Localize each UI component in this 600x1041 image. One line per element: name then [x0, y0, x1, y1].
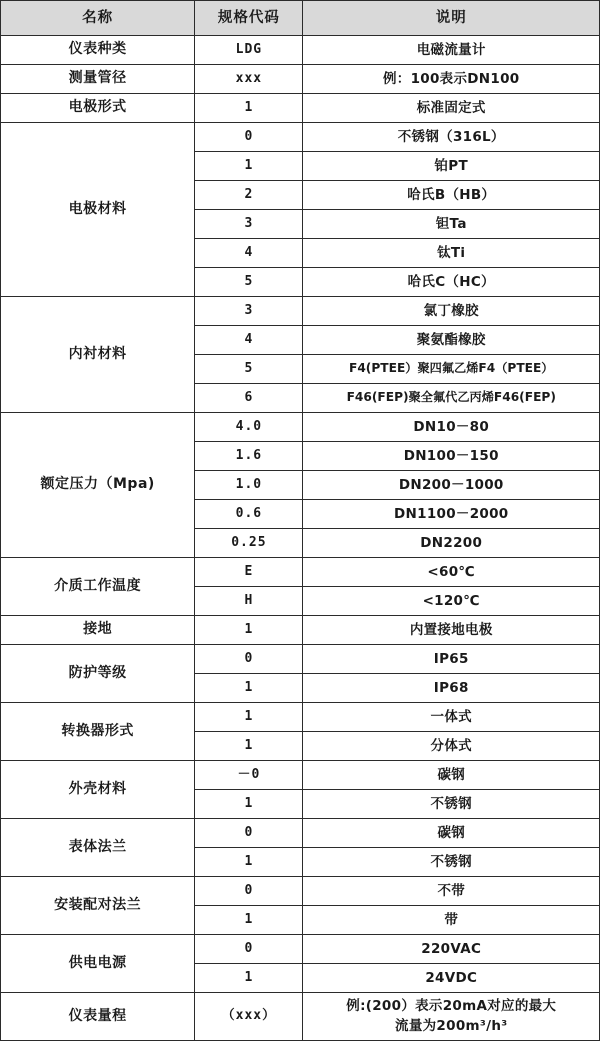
spec-description-cell: 带	[303, 906, 600, 935]
spec-code-cell: 0	[195, 645, 303, 674]
table-row	[1, 558, 600, 587]
table-row	[1, 36, 600, 65]
spec-description-cell: 钛Ti	[303, 239, 600, 268]
spec-code-cell: 1	[195, 616, 303, 645]
spec-description-cell: 不带	[303, 877, 600, 906]
spec-description-cell: 分体式	[303, 732, 600, 761]
spec-code-cell: 1	[195, 790, 303, 819]
spec-code-cell: 1.6	[195, 442, 303, 471]
description-lines	[303, 993, 599, 1040]
table-row	[1, 297, 600, 326]
spec-code-cell: 1	[195, 964, 303, 993]
spec-code-cell: 4	[195, 326, 303, 355]
row-group-name: 安装配对法兰	[1, 877, 195, 935]
spec-code-cell: 3	[195, 210, 303, 239]
spec-description-cell: DN2200	[303, 529, 600, 558]
spec-description-cell: 氯丁橡胶	[303, 297, 600, 326]
row-group-name: 电极材料	[1, 123, 195, 297]
spec-code-cell: 0	[195, 935, 303, 964]
spec-description-cell: 聚氨酯橡胶	[303, 326, 600, 355]
spec-code-cell: 5	[195, 268, 303, 297]
spec-code-cell: 1.0	[195, 471, 303, 500]
spec-description-cell: 不锈钢	[303, 790, 600, 819]
spec-code-cell: 6	[195, 384, 303, 413]
spec-code-cell: 1	[195, 152, 303, 181]
row-group-name: 外壳材料	[1, 761, 195, 819]
table-row	[1, 94, 600, 123]
spec-description-cell: DN1100－2000	[303, 500, 600, 529]
spec-description-cell: 哈氏C（HC）	[303, 268, 600, 297]
spec-description-cell: DN10－80	[303, 413, 600, 442]
table-row	[1, 935, 600, 964]
spec-code-cell: 0	[195, 877, 303, 906]
spec-description-cell: 不锈钢（316L）	[303, 123, 600, 152]
spec-code-cell: （xxx）	[195, 993, 303, 1041]
row-group-name: 接地	[1, 616, 195, 645]
column-header-description: 说明	[303, 1, 600, 36]
spec-description-cell: 不锈钢	[303, 848, 600, 877]
spec-description-cell: F46(FEP)聚全氟代乙丙烯F46(FEP)	[303, 384, 600, 413]
spec-description-cell: 220VAC	[303, 935, 600, 964]
spec-description-cell: 例：100表示DN100	[303, 65, 600, 94]
spec-code-cell: xxx	[195, 65, 303, 94]
spec-description-cell: 哈氏B（HB）	[303, 181, 600, 210]
table-row	[1, 993, 600, 1041]
table-row	[1, 877, 600, 906]
spec-description-cell: 碳钢	[303, 819, 600, 848]
spec-description-cell: F4(PTEE）聚四氟乙烯F4（PTEE）	[303, 355, 600, 384]
spec-code-cell: 4.0	[195, 413, 303, 442]
spec-code-cell: 1	[195, 906, 303, 935]
spec-description-cell: <60℃	[303, 558, 600, 587]
spec-code-cell: 1	[195, 848, 303, 877]
row-group-name: 转换器形式	[1, 703, 195, 761]
spec-code-cell: 1	[195, 732, 303, 761]
row-group-name: 防护等级	[1, 645, 195, 703]
table-body	[1, 36, 600, 1041]
spec-description-cell: IP65	[303, 645, 600, 674]
spec-description-cell: 24VDC	[303, 964, 600, 993]
row-group-name: 供电电源	[1, 935, 195, 993]
spec-description-cell: 碳钢	[303, 761, 600, 790]
row-group-name: 测量管径	[1, 65, 195, 94]
header-row	[1, 1, 600, 36]
column-header-name: 名称	[1, 1, 195, 36]
table-row	[1, 65, 600, 94]
spec-description-cell: 内置接地电极	[303, 616, 600, 645]
spec-code-cell: H	[195, 587, 303, 616]
spec-description-cell: <120℃	[303, 587, 600, 616]
description-line: 例:(200）表示20mA对应的最大	[346, 998, 557, 1014]
spec-code-cell: 0	[195, 123, 303, 152]
spec-description-cell: IP68	[303, 674, 600, 703]
column-header-code: 规格代码	[195, 1, 303, 36]
spec-code-cell: 1	[195, 94, 303, 123]
spec-code-cell: 3	[195, 297, 303, 326]
row-group-name: 仪表种类	[1, 36, 195, 65]
table-header	[1, 1, 600, 36]
row-group-name: 电极形式	[1, 94, 195, 123]
spec-code-cell: 0	[195, 819, 303, 848]
spec-code-cell: 0.6	[195, 500, 303, 529]
spec-code-cell: 2	[195, 181, 303, 210]
row-group-name: 介质工作温度	[1, 558, 195, 616]
table-row	[1, 819, 600, 848]
table-row	[1, 703, 600, 732]
spec-description-cell: DN100－150	[303, 442, 600, 471]
table-row	[1, 645, 600, 674]
spec-code-cell: 5	[195, 355, 303, 384]
table-row	[1, 413, 600, 442]
spec-code-cell: 4	[195, 239, 303, 268]
spec-description-cell: 铂PT	[303, 152, 600, 181]
spec-description-cell: DN200－1000	[303, 471, 600, 500]
spec-code-cell: LDG	[195, 36, 303, 65]
spec-description-cell: 标准固定式	[303, 94, 600, 123]
spec-code-cell: －0	[195, 761, 303, 790]
spec-description-cell	[303, 993, 600, 1041]
row-group-name: 仪表量程	[1, 993, 195, 1041]
spec-description-cell: 一体式	[303, 703, 600, 732]
description-line: 流量为200m³/h³	[395, 1017, 508, 1034]
spec-code-cell: 1	[195, 703, 303, 732]
table-row	[1, 616, 600, 645]
table-row	[1, 123, 600, 152]
row-group-name: 内衬材料	[1, 297, 195, 413]
spec-description-cell: 钽Ta	[303, 210, 600, 239]
spec-description-cell: 电磁流量计	[303, 36, 600, 65]
spec-code-cell: E	[195, 558, 303, 587]
row-group-name: 表体法兰	[1, 819, 195, 877]
table-row	[1, 761, 600, 790]
row-group-name: 额定压力（Mpa)	[1, 413, 195, 558]
spec-code-cell: 1	[195, 674, 303, 703]
spec-code-cell: 0.25	[195, 529, 303, 558]
